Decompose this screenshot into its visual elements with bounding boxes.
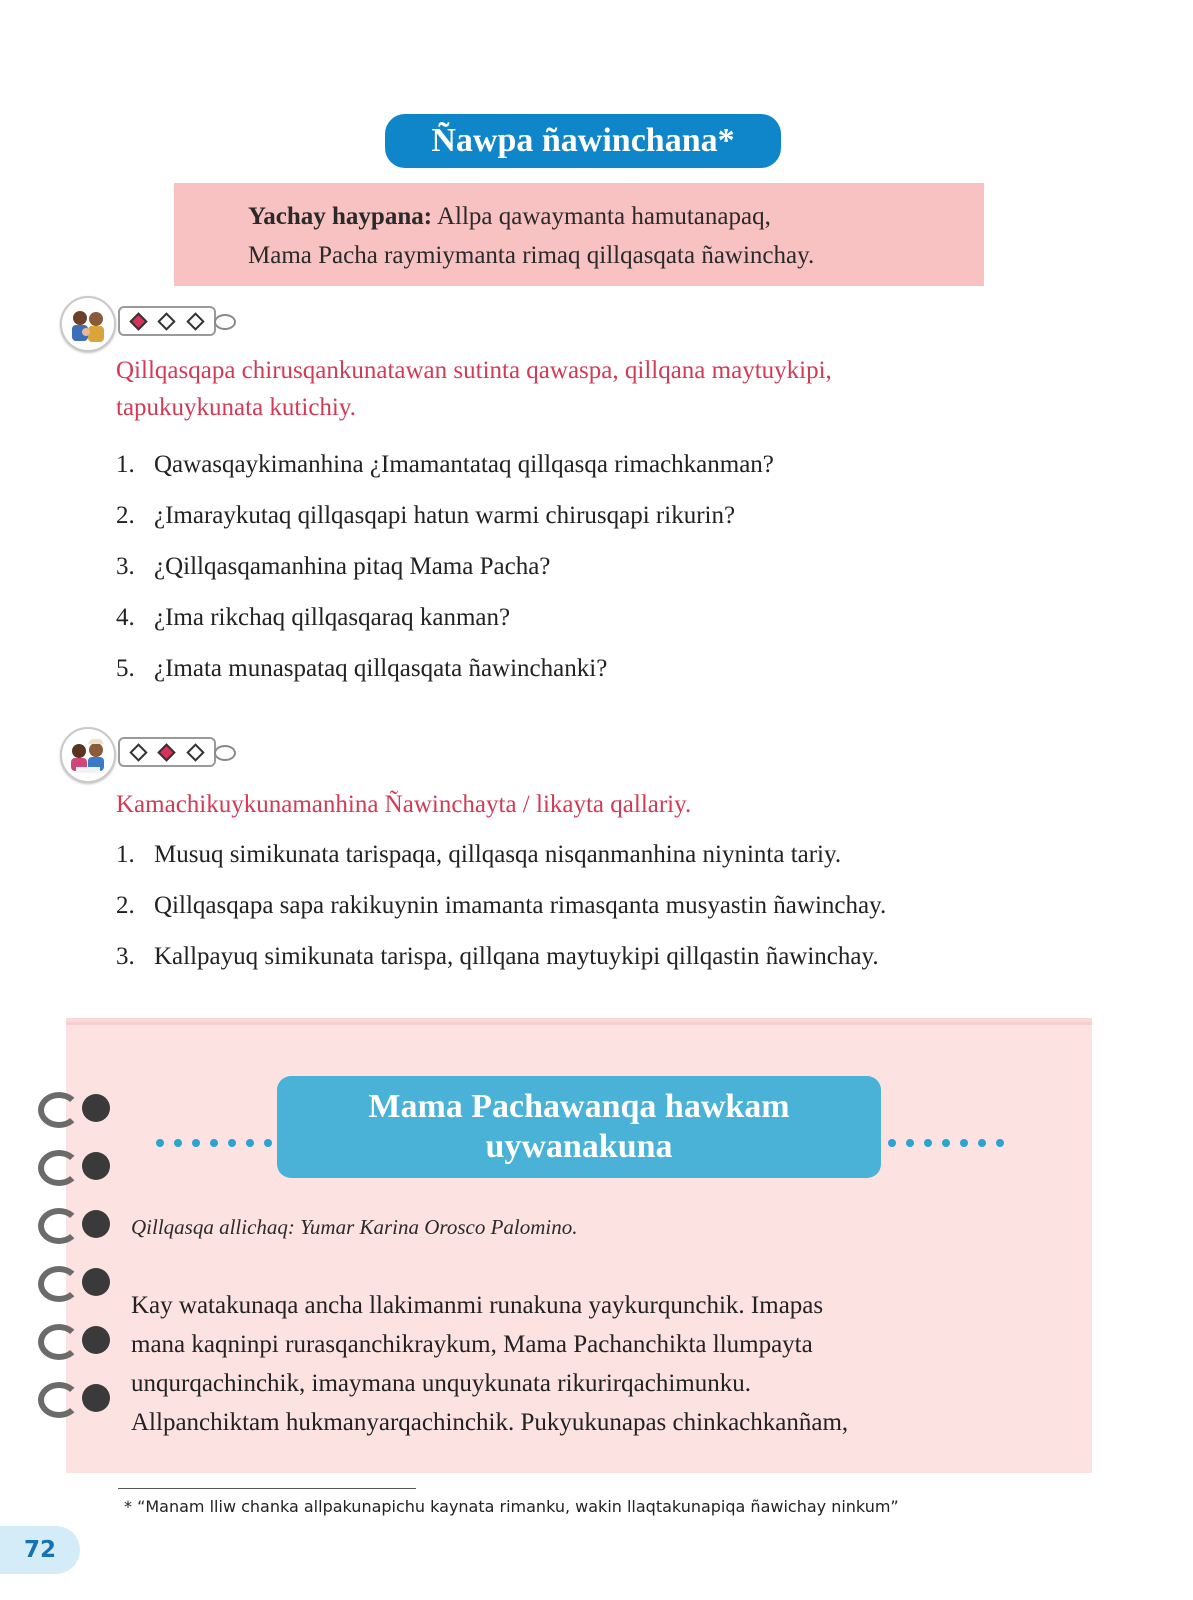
item-text: ¿Qillqasqamanhina pitaq Mama Pacha? — [154, 553, 551, 580]
spiral-ring-icon — [38, 1380, 110, 1420]
story-author: Qillqasqa allichaq: Yumar Karina Orosco Palomino. — [131, 1215, 578, 1239]
activity-badge-2 — [60, 727, 240, 781]
instruction-line: tapukuykunata kutichiy. — [116, 394, 356, 421]
list-item — [116, 502, 774, 553]
keyring-icon — [214, 314, 236, 330]
objective-text — [248, 197, 814, 275]
question-list — [116, 451, 774, 706]
item-number: 3. — [116, 553, 135, 580]
difficulty-indicator — [118, 737, 216, 767]
list-item — [116, 451, 774, 502]
footnote-divider — [118, 1488, 416, 1489]
objective-label: Yachay haypana: — [248, 203, 433, 230]
section2-instruction: Kamachikuykunamanhina Ñawinchayta / likayta qallariy. — [116, 791, 692, 818]
activity-badge-1 — [60, 296, 240, 350]
section1-instruction — [116, 352, 832, 426]
diamond-outline-icon — [158, 312, 176, 330]
footnote: * “Manam lliw chanka allpakunapichu kaynata rimanku, wakin llaqtakunapiqa ñawichay ninkum” — [124, 1497, 899, 1516]
story-text — [131, 1286, 1011, 1442]
objective-line2: Mama Pacha raymiymanta rimaq qillqasqata ñawinchay. — [248, 242, 815, 269]
diamond-filled-icon — [158, 743, 176, 761]
story-line: unqurqachinchik, imaymana unquykunata rikurirqachimunku. — [131, 1370, 751, 1397]
spiral-ring-icon — [38, 1090, 110, 1130]
children-reading-avatar-icon — [60, 727, 116, 783]
keyring-icon — [214, 745, 236, 761]
item-number: 1. — [116, 451, 135, 478]
spiral-ring-icon — [38, 1148, 110, 1188]
diamond-filled-icon — [129, 312, 147, 330]
spiral-ring-icon — [38, 1206, 110, 1246]
list-item — [116, 892, 886, 943]
item-text: ¿Imata munaspataq qillqasqata ñawinchanki? — [154, 655, 608, 682]
list-item — [116, 655, 774, 706]
item-text: Musuq simikunata tarispaqa, qillqasqa nisqanmanhina niyninta tariy. — [154, 841, 842, 868]
page-title: Ñawpa ñawinchana* — [385, 114, 781, 168]
item-text: Qillqasqapa sapa rakikuynin imamanta rimasqanta musyastin ñawinchay. — [154, 892, 887, 919]
objective-line1: Allpa qawaymanta hamutanapaq, — [432, 203, 771, 230]
story-line: Allpanchiktam hukmanyarqachinchik. Pukyukunapas chinkachkanñam, — [131, 1409, 849, 1436]
list-item — [116, 553, 774, 604]
item-number: 2. — [116, 502, 135, 529]
story-line: Kay watakunaqa ancha llakimanmi runakuna yaykurqunchik. Imapas — [131, 1292, 824, 1319]
difficulty-indicator — [118, 306, 216, 336]
diamond-outline-icon — [186, 312, 204, 330]
item-number: 4. — [116, 604, 135, 631]
item-number: 5. — [116, 655, 135, 682]
item-number: 1. — [116, 841, 135, 868]
objective-box — [174, 183, 984, 286]
story-title — [277, 1076, 881, 1178]
dotted-line-left — [156, 1139, 272, 1147]
item-number: 2. — [116, 892, 135, 919]
story-title-line: Mama Pachawanqa hawkam — [368, 1088, 790, 1125]
item-text: ¿Ima rikchaq qillqasqaraq kanman? — [154, 604, 511, 631]
list-item — [116, 604, 774, 655]
diamond-outline-icon — [186, 743, 204, 761]
children-avatar-icon — [60, 296, 116, 352]
dotted-line-right — [888, 1139, 1004, 1147]
page-number: 72 — [0, 1526, 80, 1574]
steps-list — [116, 841, 886, 994]
story-title-line: uywanakuna — [485, 1128, 673, 1165]
item-text: Kallpayuq simikunata tarispa, qillqana maytuykipi qillqastin ñawinchay. — [154, 943, 879, 970]
instruction-line: Qillqasqapa chirusqankunatawan sutinta qawaspa, qillqana maytuykipi, — [116, 357, 832, 384]
item-text: ¿Imaraykutaq qillqasqapi hatun warmi chirusqapi rikurin? — [154, 502, 736, 529]
item-number: 3. — [116, 943, 135, 970]
list-item — [116, 841, 886, 892]
list-item — [116, 943, 886, 994]
item-text: Qawasqaykimanhina ¿Imamantataq qillqasqa rimachkanman? — [154, 451, 774, 478]
spiral-ring-icon — [38, 1322, 110, 1362]
spiral-ring-icon — [38, 1264, 110, 1304]
diamond-outline-icon — [129, 743, 147, 761]
story-line: mana kaqninpi rurasqanchikraykum, Mama Pachanchikta llumpayta — [131, 1331, 813, 1358]
